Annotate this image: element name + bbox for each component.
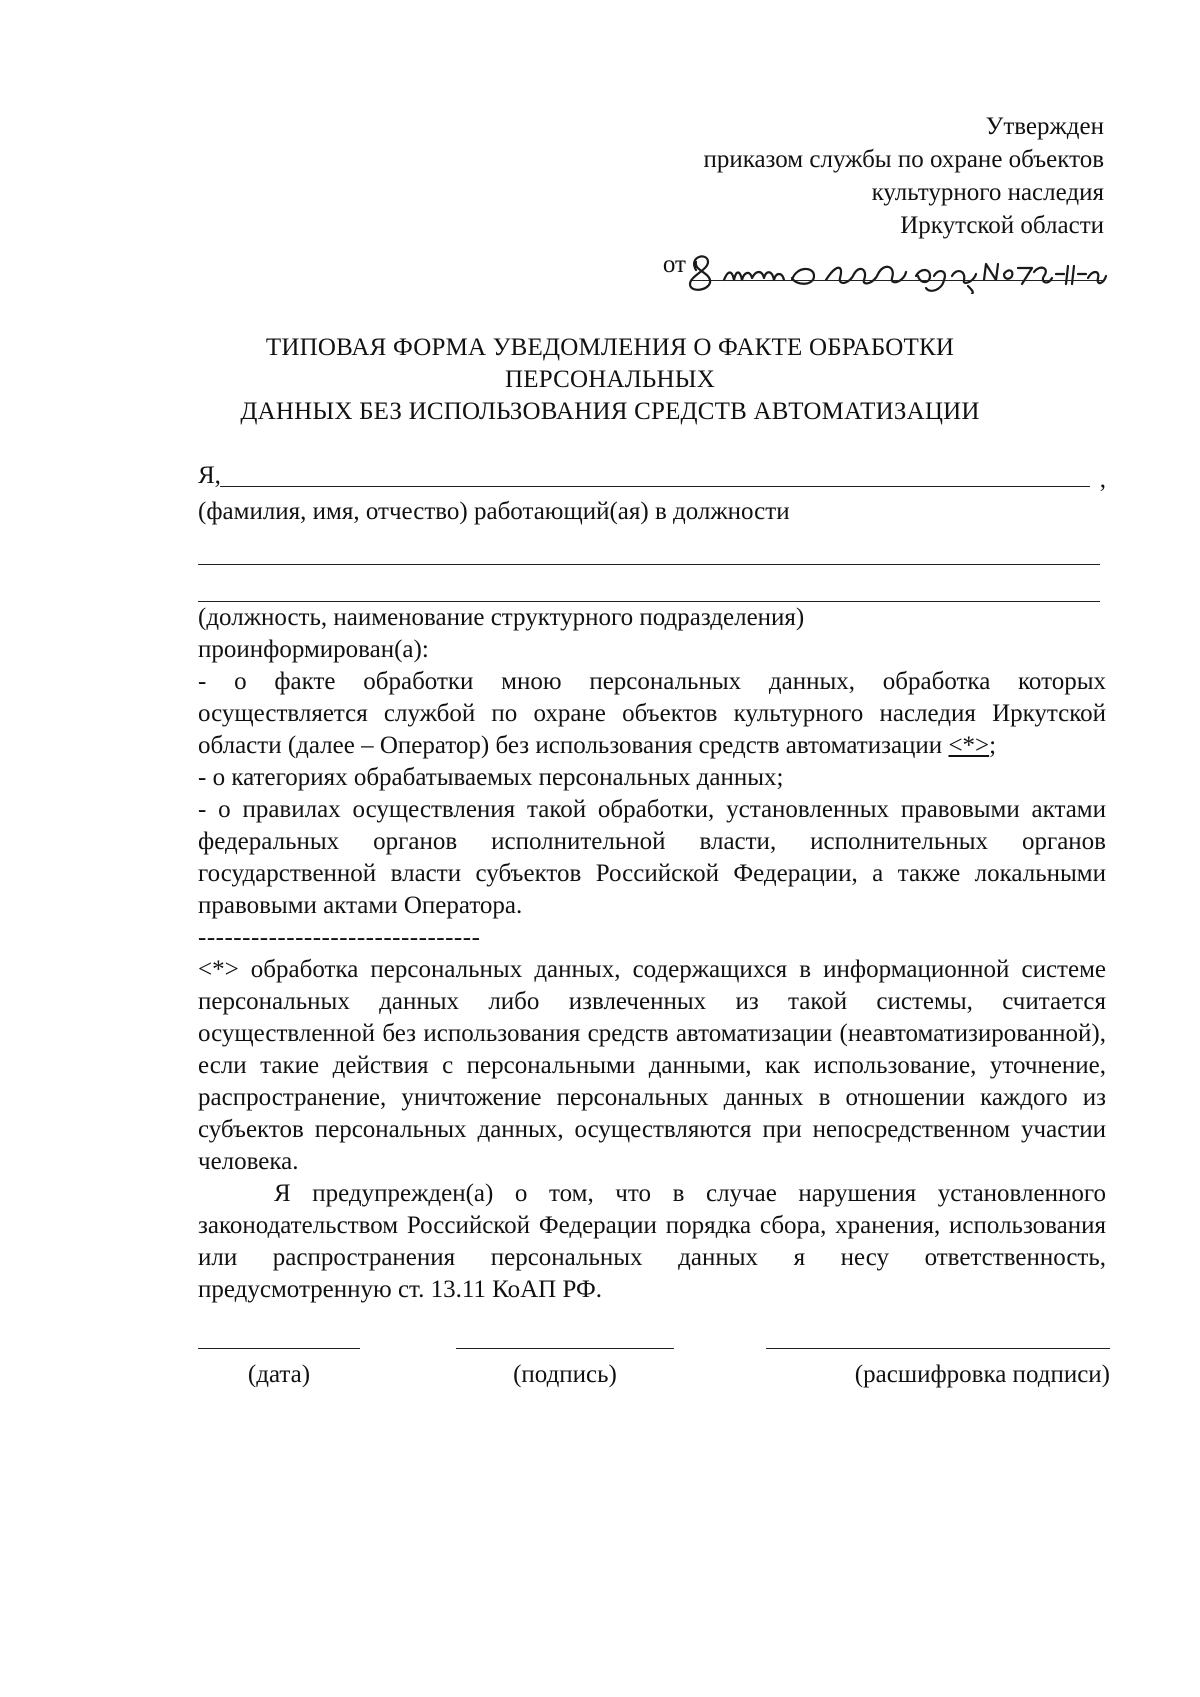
- signature-field[interactable]: [456, 1338, 674, 1391]
- fio-row: [198, 460, 1106, 496]
- title-line-2: ПЕРСОНАЛЬНЫХ: [505, 366, 715, 393]
- date-caption: (дата): [247, 1361, 311, 1388]
- fio-prefix: Я,: [198, 462, 221, 489]
- approval-line-4: Иркутской области: [900, 212, 1104, 239]
- fio-blank-field[interactable]: [220, 486, 1090, 487]
- position-blank-field-2[interactable]: [198, 565, 1100, 602]
- approval-line-1: Утвержден: [985, 113, 1104, 140]
- approval-block: [544, 110, 1104, 284]
- list-item-categories: - о категориях обрабатываемых персональных данных;: [198, 764, 784, 791]
- footnote-separator: --------------------------------: [198, 924, 481, 951]
- signature-block: [198, 1338, 1110, 1418]
- form-body: [198, 460, 1106, 1306]
- approval-line-3: культурного наследия: [871, 179, 1104, 206]
- informed-heading: проинформирован(а):: [198, 636, 429, 663]
- signature-decode-line: [766, 1338, 1110, 1349]
- approval-line-2: приказом службы по охране объектов: [703, 146, 1104, 173]
- list-item-rules: - о правилах осуществления такой обработки, установленных правовыми актами федеральных органов исполнительной власти, исполнительных органов государственной власти субъектов Российской Федерации, а также локальными правовыми актами Оператора.: [198, 796, 1106, 919]
- approval-from-line: [544, 244, 1104, 284]
- signature-decode-caption: (расшифровка подписи): [854, 1361, 1110, 1388]
- footnote-reference: <*>: [948, 732, 990, 759]
- date-line: [198, 1338, 360, 1349]
- from-prefix: от: [662, 251, 686, 278]
- signature-caption: (подпись): [513, 1361, 617, 1388]
- title-line-1: ТИПОВАЯ ФОРМА УВЕДОМЛЕНИЯ О ФАКТЕ ОБРАБОТКИ: [265, 334, 955, 361]
- signature-line: [456, 1338, 674, 1349]
- order-date-underline: [692, 280, 1104, 281]
- list-item-processing-fact: [198, 666, 1106, 762]
- handwritten-order-date: [668, 240, 1108, 294]
- title-line-3: ДАННЫХ БЕЗ ИСПОЛЬЗОВАНИЯ СРЕДСТВ АВТОМАТИЗАЦИИ: [240, 398, 980, 425]
- fio-caption: (фамилия, имя, отчество) работающий(ая) в должности: [198, 498, 790, 525]
- position-caption: (должность, наименование структурного подразделения): [198, 604, 805, 631]
- signature-decode-field[interactable]: [766, 1338, 1110, 1391]
- date-signature-field[interactable]: [198, 1338, 360, 1391]
- document-title: [230, 332, 990, 428]
- fio-comma: ,: [1099, 466, 1106, 493]
- position-blank-field-1[interactable]: [198, 528, 1100, 565]
- footnote-text: <*> обработка персональных данных, содержащихся в информационной системе персональных данных либо извлеченных из такой системы, считается осуществленной без использования средств автоматизации (неавтоматизированной), если такие действия с персональными данными, как использование, уточнение, распространение, уничтожение персональных данных в отношении каждого из субъектов персональных данных, осуществляются при непосредственном участии человека.: [198, 956, 1106, 1175]
- liability-warning: Я предупрежден(а) о том, что в случае нарушения установленного законодательством Российской Федерации порядка сбора, хранения, использования или распространения персональных данных я несу ответственность, предусмотренную ст. 13.11 КоАП РФ.: [198, 1180, 1106, 1303]
- list-item-1-end: ;: [989, 732, 997, 759]
- list-item-1-text: - о факте обработки мною персональных данных, обработка которых осуществляется службой по охране объектов культурного наследия Иркутской области (далее – Оператор) без использования средств автоматизации: [198, 668, 1106, 759]
